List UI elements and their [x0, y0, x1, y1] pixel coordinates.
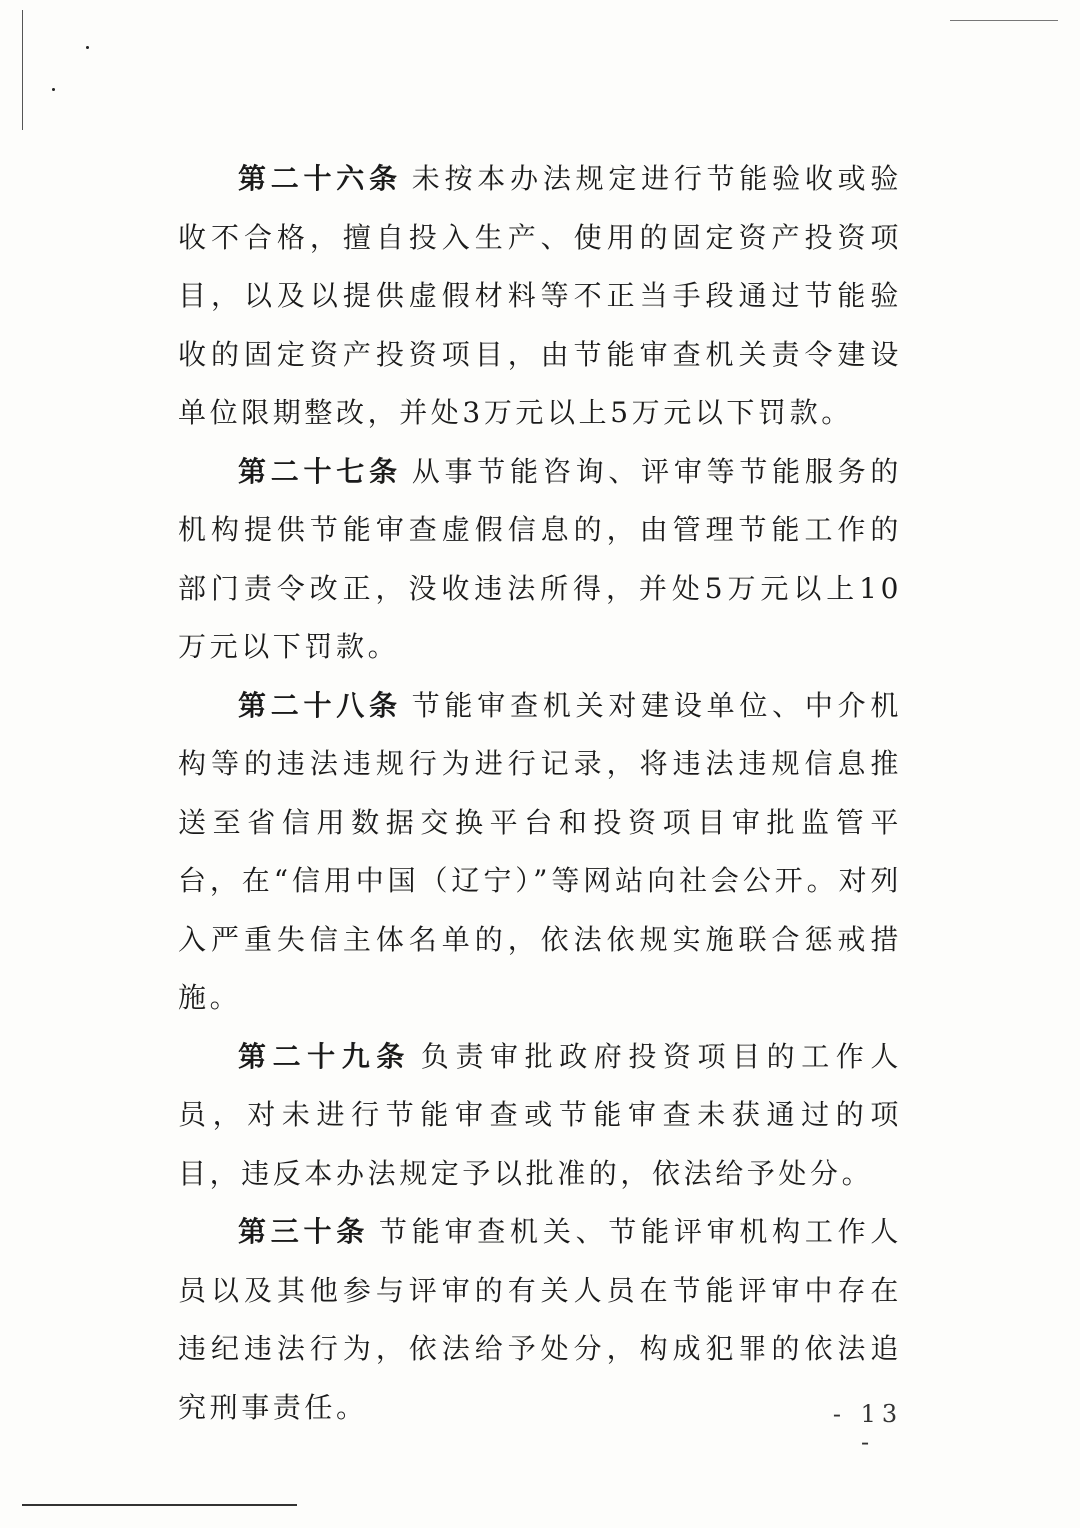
article-heading: 第二十八条 [238, 688, 402, 722]
article-29 [178, 1028, 902, 1204]
article-30 [178, 1203, 902, 1437]
article-28 [178, 677, 902, 1028]
article-26 [178, 150, 902, 443]
scan-edge-line-bottom [22, 1504, 297, 1506]
article-text: 节能审查机关、节能评审机构工作人员以及其他参与评审的有关人员在节能评审中存在违纪违法行为，依法给予处分，构成犯罪的依法追究刑事责任。 [178, 1215, 902, 1424]
scan-speck [52, 88, 55, 91]
article-27 [178, 443, 902, 677]
scan-speck [86, 46, 89, 49]
document-body [178, 150, 902, 1437]
page-number: - 13 - [832, 1400, 904, 1456]
article-heading: 第二十六条 [238, 162, 402, 195]
article-text: 从事节能咨询、评审等节能服务的机构提供节能审查虚假信息的，由管理节能工作的部门责令改正，没收违法所得，并处5万元以上10万元以下罚款。 [178, 454, 902, 663]
article-heading: 第二十九条 [238, 1039, 411, 1073]
article-text: 未按本办法规定进行节能验收或验收不合格，擅自投入生产、使用的固定资产投资项目，以及以提供虚假材料等不正当手段通过节能验收的固定资产投资项目，由节能审查机关责令建设单位限期整改，并处3万元以上5万元以下罚款。 [178, 162, 902, 429]
article-text: 负责审批政府投资项目的工作人员，对未进行节能审查或节能审查未获通过的项目，违反本办法规定予以批准的，依法给予处分。 [178, 1039, 902, 1190]
scan-edge-line-left [22, 10, 23, 130]
scan-edge-line-top [950, 20, 1058, 21]
article-text: 节能审查机关对建设单位、中介机构等的违法违规行为进行记录，将违法违规信息推送至省信用数据交换平台和投资项目审批监管平台，在“信用中国（辽宁）”等网站向社会公开。对列入严重失信主体名单的，依法依规实施联合惩戒措施。 [178, 688, 902, 1014]
article-heading: 第二十七条 [238, 454, 402, 488]
article-heading: 第三十条 [238, 1215, 370, 1248]
